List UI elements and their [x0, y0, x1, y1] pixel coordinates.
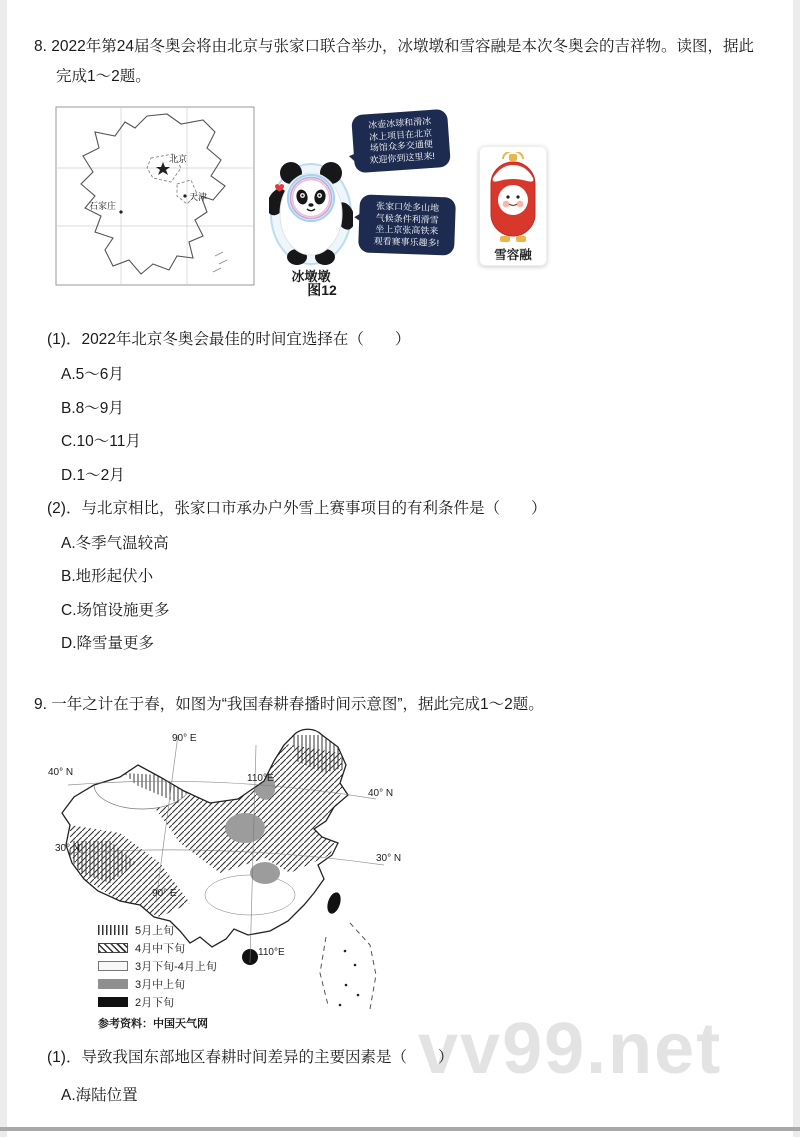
shueyrhonrhon-illustration — [483, 152, 543, 244]
q8-1-option-b: B.8～9月 — [61, 400, 124, 417]
watermark: vv99.net — [418, 1009, 723, 1089]
legend-row — [98, 975, 217, 993]
q9-1-stem: (1)．导致我国东部地区春耕时间差异的主要因素是（ ） — [47, 1049, 454, 1066]
map-label-tianjin: 天津 — [189, 192, 208, 202]
mascot-label-bingdwendwen: 冰墩墩 — [291, 269, 331, 284]
map-legend — [98, 921, 217, 1031]
legend-swatch-may-early — [98, 925, 128, 935]
q8-2-stem: (2)．与北京相比，张家口市承办户外雪上赛事项目的有利条件是（ ） — [47, 500, 547, 517]
legend-row — [98, 921, 217, 939]
bubble-line: 张家口处多山地 — [375, 200, 440, 214]
lon-label-90e-top: 90° E — [172, 733, 197, 744]
lat-label-40n-right: 40° N — [368, 788, 394, 799]
beijing-region-map — [55, 106, 255, 286]
q8-2-option-d: D.降雪量更多 — [61, 635, 155, 652]
q8-stem-line1: 8. 2022年第24届冬奥会将由北京与张家口联合举办，冰墩墩和雪容融是本次冬奥会的吉祥物。读图，据此 — [34, 38, 754, 55]
lon-label-110e-top: 110°E — [247, 773, 274, 784]
bubble-line: 冰壶冰球和滑冰 — [367, 115, 432, 131]
bubble-line: 欢迎你到这里来! — [369, 150, 436, 165]
q8-2-option-b: B.地形起伏小 — [61, 568, 154, 585]
bubble-line: 冰上项目在北京 — [368, 127, 433, 142]
legend-source: 参考资料：中国天气网 — [98, 1018, 208, 1030]
legend-row — [98, 939, 217, 957]
lat-label-40n-left: 40° N — [48, 767, 74, 778]
q8-2-option-c: C.场馆设施更多 — [61, 602, 170, 619]
bubble-line: 观看赛事乐趣多! — [373, 235, 440, 248]
legend-swatch-feb-late — [98, 997, 128, 1007]
q8-stem-line2: 完成1～2题。 — [56, 68, 151, 85]
page-bottom-edge — [0, 1127, 800, 1131]
figure-caption: 图12 — [307, 282, 337, 298]
legend-swatch-march-late — [98, 961, 128, 971]
q9-stem: 9. 一年之计在于春，如图为“我国春耕春播时间示意图”，据此完成1～2题。 — [34, 696, 544, 713]
legend-label: 3月下旬-4月上旬 — [135, 961, 217, 973]
mascot-label-shueyrhonrhon: 雪容融 — [494, 248, 532, 262]
q8-2-option-a: A.冬季气温较高 — [61, 535, 169, 552]
q8-1-option-a: A.5～6月 — [61, 366, 124, 383]
legend-label: 4月中下旬 — [135, 943, 186, 955]
q8-1-option-d: D.1～2月 — [61, 467, 125, 484]
q8-1-option-c: C.10～11月 — [61, 433, 141, 450]
lat-label-30n-right: 30° N — [376, 853, 402, 864]
map-label-shijiazhuang: 石家庄 — [89, 201, 117, 211]
page-right-margin — [793, 0, 800, 1137]
bingdwendwen-illustration — [269, 158, 353, 266]
map-label-beijing: 北京 — [169, 154, 188, 164]
q8-1-stem: (1)．2022年北京冬奥会最佳的时间宜选择在（ ） — [47, 331, 411, 348]
bubble-line: 坐上京张高铁来 — [375, 223, 439, 237]
q9-1-option-a: A.海陆位置 — [61, 1087, 138, 1104]
legend-swatch-april-mid-late — [98, 943, 128, 953]
shueyrhonrhon-card — [479, 146, 547, 266]
lat-label-30n-left: 30° N — [55, 843, 81, 854]
bubble-line: 场馆众多交通便 — [369, 138, 434, 154]
q8-figure — [55, 100, 580, 308]
lon-label-90e-bottom: 90° E — [152, 888, 177, 899]
bubble-line: 气候条件利滑雪 — [375, 212, 439, 225]
speech-bubble-beijing — [351, 109, 451, 174]
legend-label: 5月上旬 — [135, 925, 175, 937]
taiwan-island — [325, 891, 343, 916]
legend-swatch-march-early — [98, 979, 128, 989]
legend-label: 3月中上旬 — [135, 979, 186, 991]
lon-label-110e-bottom: 110°E — [258, 947, 285, 958]
page-left-margin — [0, 0, 7, 1137]
q9-figure — [40, 723, 440, 1035]
legend-label: 2月下旬 — [135, 997, 175, 1009]
speech-bubble-zhangjiakou — [358, 194, 456, 255]
legend-row — [98, 993, 217, 1011]
legend-row — [98, 957, 217, 975]
